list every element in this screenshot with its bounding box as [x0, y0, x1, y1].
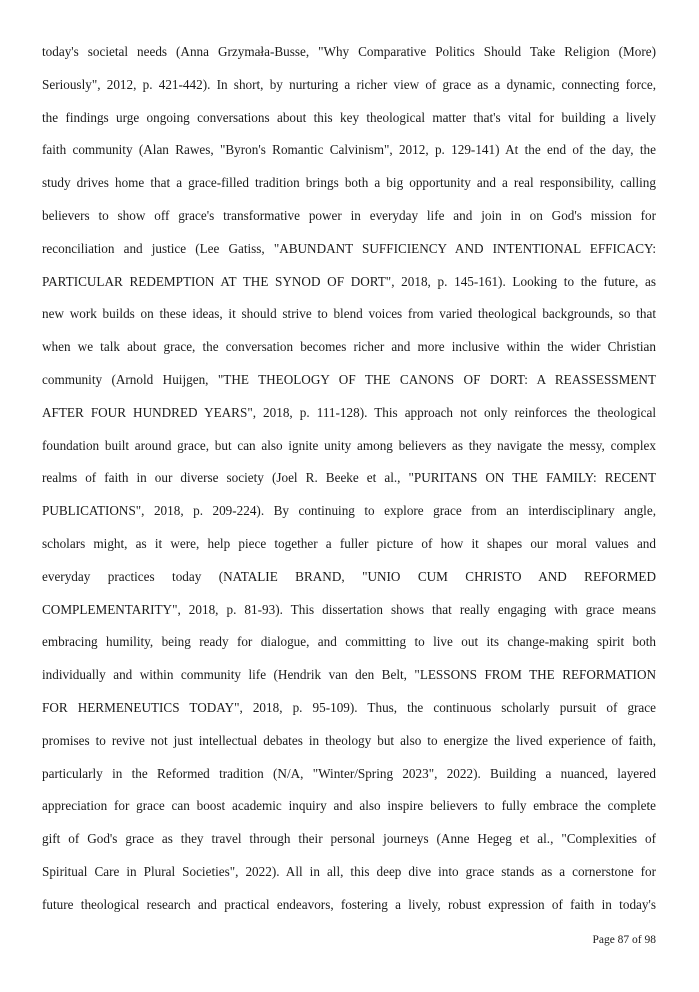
text-line-18: COMPLEMENTARITY", 2018, p. 81-93). This dissertation shows that really engaging with grace means [42, 601, 656, 617]
text-line-15: PUBLICATIONS", 2018, p. 209-224). By continuing to explore grace from an interdisciplinary angle, [42, 503, 656, 519]
text-line-11: community (Arnold Huijgen, "THE THEOLOGY OF THE CANONS OF DORT: A REASSESSMENT [42, 371, 656, 387]
text-line-19: embracing humility, being ready for dialogue, and committing to live out its change-making spirit both [42, 634, 656, 650]
text-line-25: gift of God's grace as they travel through their personal journeys (Anne Hegeg et al., "Complexities of [42, 831, 656, 847]
text-line-7: reconciliation and justice (Lee Gatiss, "ABUNDANT SUFFICIENCY AND INTENTIONAL EFFICACY: [42, 240, 656, 256]
text-line-26: Spiritual Care in Plural Societies", 2022). All in all, this deep dive into grace stands as a cornerstone for [42, 863, 656, 879]
text-line-22: promises to revive not just intellectual debates in theology but also to energize the lived experience of faith, [42, 732, 656, 748]
body-text [42, 36, 656, 922]
text-line-13: foundation built around grace, but can also ignite unity among believers as they navigate the messy, complex [42, 437, 656, 453]
text-line-6: believers to show off grace's transformative power in everyday life and join in on God's mission for [42, 207, 656, 223]
text-line-20: individually and within community life (Hendrik van den Belt, "LESSONS FROM THE REFORMATION [42, 667, 656, 683]
text-line-9: new work builds on these ideas, it should strive to blend voices from varied theological backgrounds, so that [42, 306, 656, 322]
text-line-12: AFTER FOUR HUNDRED YEARS", 2018, p. 111-128). This approach not only reinforces the theological [42, 404, 656, 420]
text-line-4: faith community (Alan Rawes, "Byron's Romantic Calvinism", 2012, p. 129-141) At the end of the day, the [42, 142, 656, 158]
text-line-21: FOR HERMENEUTICS TODAY", 2018, p. 95-109). Thus, the continuous scholarly pursuit of grace [42, 699, 656, 715]
text-line-14: realms of faith in our diverse society (Joel R. Beeke et al., "PURITANS ON THE FAMILY: RECENT [42, 470, 656, 486]
text-line-24: appreciation for grace can boost academic inquiry and also inspire believers to fully embrace the complete [42, 798, 656, 814]
text-line-10: when we talk about grace, the conversation becomes richer and more inclusive within the wider Christian [42, 339, 656, 355]
text-line-16: scholars might, as it were, help piece together a fuller picture of how it shapes our moral values and [42, 535, 656, 551]
page-number: Page 87 of 98 [592, 934, 656, 946]
text-line-23: particularly in the Reformed tradition (N/A, "Winter/Spring 2023", 2022). Building a nuanced, layered [42, 765, 656, 781]
text-line-5: study drives home that a grace-filled tradition brings both a big opportunity and a real responsibility, calling [42, 175, 656, 191]
text-line-2: Seriously", 2012, p. 421-442). In short, by nurturing a richer view of grace as a dynamic, connecting force, [42, 76, 656, 92]
text-line-8: PARTICULAR REDEMPTION AT THE SYNOD OF DORT", 2018, p. 145-161). Looking to the future, as [42, 273, 656, 289]
text-line-1: today's societal needs (Anna Grzymała-Busse, "Why Comparative Politics Should Take Religion (More) [42, 44, 656, 59]
text-line-3: the findings urge ongoing conversations about this key theological matter that's vital for building a lively [42, 109, 656, 125]
text-line-27: future theological research and practical endeavors, fostering a lively, robust expression of faith in today's [42, 896, 656, 912]
text-line-17: everyday practices today (NATALIE BRAND, "UNIO CUM CHRISTO AND REFORMED [42, 568, 656, 584]
